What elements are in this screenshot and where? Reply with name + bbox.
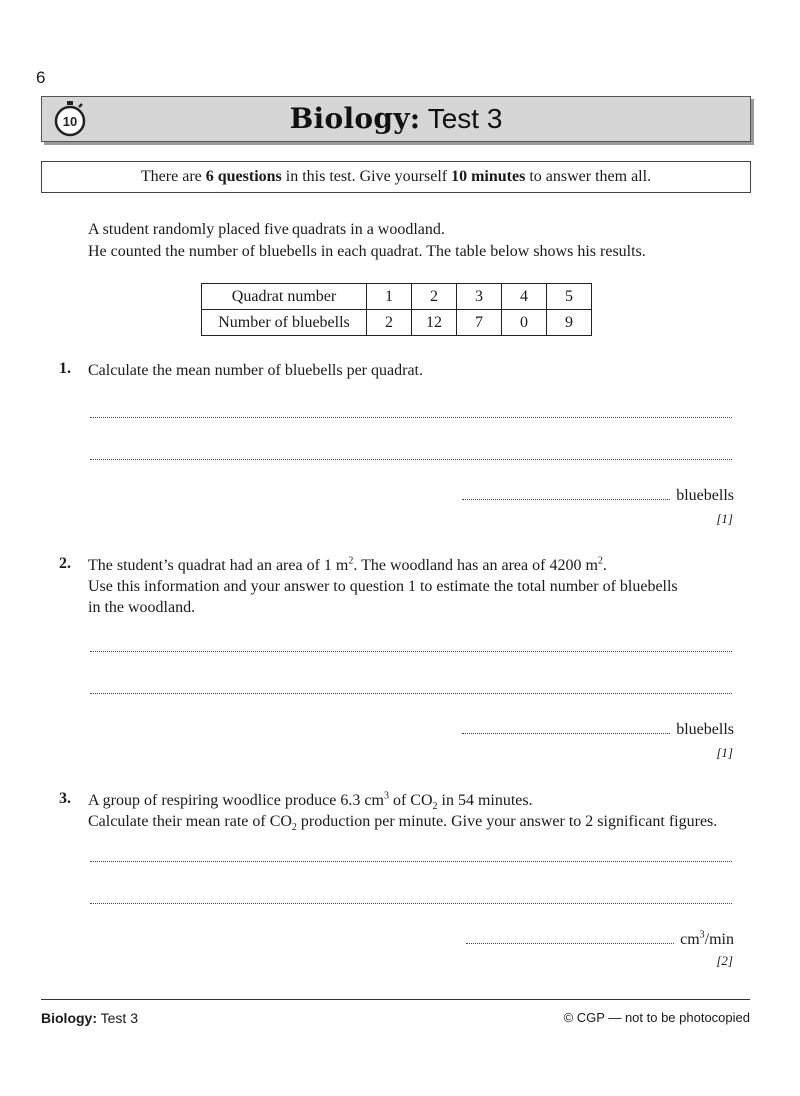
footer-title: Biology: Test 3 [41, 1010, 138, 1026]
page-number: 6 [36, 68, 46, 87]
answer-line[interactable] [90, 417, 732, 418]
question-1-number: 1. [59, 360, 71, 377]
results-table [201, 283, 592, 336]
table-cell: 0 [502, 310, 547, 336]
answer-line[interactable] [90, 693, 732, 694]
title-bar [41, 96, 751, 142]
unit-label: $cm^3/\min$ [680, 929, 734, 948]
instruction-box: There are 6 questions in this test. Give yourself 10 minutes to answer them all. [41, 161, 751, 193]
question-3-final-answer[interactable] [466, 931, 734, 949]
table-cell: 12 [412, 310, 457, 336]
answer-line[interactable] [90, 651, 732, 652]
question-1-text: Calculate the mean number of bluebells per quadrat. [88, 362, 423, 379]
title-test: Test 3 [420, 103, 503, 134]
table-cell: 2 [412, 284, 457, 310]
timer-minutes: 10 [62, 114, 78, 129]
question-2-number: 2. [59, 555, 71, 572]
question-1-marks: [1] [716, 511, 733, 526]
question-2-text: The student’s quadrat had an area of 1 $m^2$. The woodland has an area of 4200 $m^2$. Use this information and your answer to question 1 to estimate the total number of bluebells in the woodland. [88, 555, 678, 616]
table-row-header: Quadrat number [202, 284, 367, 310]
table-cell: 2 [367, 310, 412, 336]
question-3-marks: [2] [716, 953, 733, 968]
footer-copyright: © CGP — not to be photocopied [563, 1010, 750, 1025]
unit-label: bluebells [676, 721, 734, 738]
table-cell: 4 [502, 284, 547, 310]
table-cell: 7 [457, 310, 502, 336]
question-1-final-answer[interactable] [462, 487, 734, 505]
answer-line[interactable] [90, 861, 732, 862]
table-row [202, 284, 592, 310]
table-cell: 9 [547, 310, 592, 336]
footer-divider [41, 999, 750, 1000]
unit-label: bluebells [676, 487, 734, 504]
intro-line-2: He counted the number of bluebells in each quadrat. The table below shows his results. [88, 243, 646, 260]
page-title [42, 102, 750, 137]
question-2-final-answer[interactable] [462, 721, 734, 739]
question-3-text: A group of respiring woodlice produce 6.3 $cm^3$ of $CO_2$ in 54 minutes. Calculate their mean rate of $CO_2$ production per minute. Give your answer to 2 significant figures. [88, 790, 718, 834]
intro-text [88, 219, 646, 263]
table-row-header: Number of bluebells [202, 310, 367, 336]
table-cell: 1 [367, 284, 412, 310]
intro-line-1: A student randomly placed five quadrats in a woodland. [88, 221, 445, 238]
table-row [202, 310, 592, 336]
table-cell: 5 [547, 284, 592, 310]
answer-line[interactable] [90, 903, 732, 904]
question-3-number: 3. [59, 790, 71, 807]
title-subject: Biology: [289, 102, 421, 135]
answer-line[interactable] [90, 459, 732, 460]
table-cell: 3 [457, 284, 502, 310]
question-2-marks: [1] [716, 745, 733, 760]
